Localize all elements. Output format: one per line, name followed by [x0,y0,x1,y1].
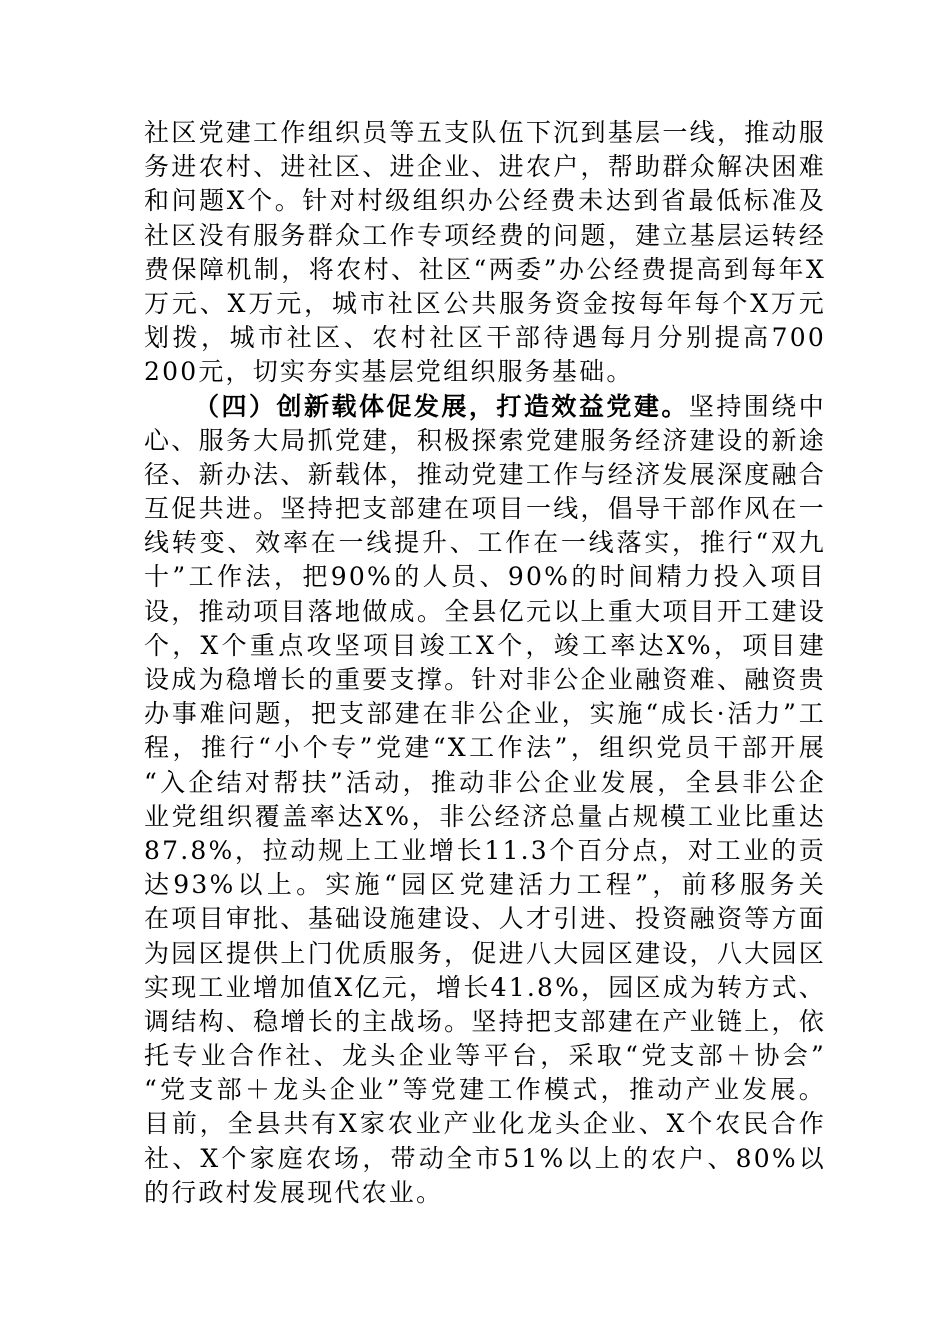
paragraph-line: 划拨，城市社区、农村社区干部待遇每月分别提高700 [144,323,826,353]
paragraph-text: 坚持围绕中 [688,391,826,421]
paragraph-line: “党支部＋龙头企业”等党建工作模式，推动产业发展。 [144,1075,826,1105]
document-body [144,116,826,1210]
paragraph-line: 设，推动项目落地做成。全县亿元以上重大项目开工建设 [144,596,826,626]
paragraph-line: 心、服务大局抓党建，积极探索党建服务经济建设的新途 [144,425,826,455]
paragraph-line: 费保障机制，将农村、社区“两委”办公经费提高到每年X [144,254,826,284]
paragraph-line: 达93%以上。实施“园区党建活力工程”，前移服务关 [144,870,826,900]
paragraph-line: 个，X个重点攻坚项目竣工X个，竣工率达X%，项目建 [144,630,826,660]
paragraph-line: 互促共进。坚持把支部建在项目一线，倡导干部作风在一 [144,494,826,524]
paragraph-line: 托专业合作社、龙头企业等平台，采取“党支部＋协会” [144,1041,826,1071]
paragraph-line: 径、新办法、新载体，推动党建工作与经济发展深度融合 [144,459,826,489]
paragraph-line: 业党组织覆盖率达X%，非公经济总量占规模工业比重达 [144,801,826,831]
paragraph-line: 社区没有服务群众工作专项经费的问题，建立基层运转经 [144,220,826,250]
paragraph-line: 程，推行“小个专”党建“X工作法”，组织党员干部开展 [144,733,826,763]
paragraph-line: “入企结对帮扶”活动，推动非公企业发展，全县非公企 [144,767,826,797]
paragraph-line: 调结构、稳增长的主战场。坚持把支部建在产业链上，依 [144,1006,826,1036]
paragraph-line: 为园区提供上门优质服务，促进八大园区建设，八大园区 [144,938,826,968]
section-heading: （四）创新载体促发展，打造效益党建。 [194,391,689,421]
paragraph-line: 办事难问题，把支部建在非公企业，实施“成长·活力”工 [144,699,826,729]
paragraph-line: 的行政村发展现代农业。 [144,1177,444,1207]
paragraph-line: 十”工作法，把90%的人员、90%的时间精力投入项目 [144,562,826,592]
paragraph-line: 和问题X个。针对村级组织办公经费未达到省最低标准及 [144,186,826,216]
paragraph-line: 87.8%，拉动规上工业增长11.3个百分点，对工业的贡 [144,835,826,865]
paragraph-line: 200元，切实夯实基层党组织服务基础。 [144,357,634,387]
paragraph-line: 目前，全县共有X家农业产业化龙头企业、X个农民合作 [144,1109,826,1139]
paragraph-line: 在项目审批、基础设施建设、人才引进、投资融资等方面 [144,904,826,934]
paragraph-line: 线转变、效率在一线提升、工作在一线落实，推行“双九 [144,528,826,558]
section-heading-line [144,390,826,424]
paragraph-line: 万元、X万元，城市社区公共服务资金按每年每个X万元 [144,288,826,318]
paragraph-line: 务进农村、进社区、进企业、进农户，帮助群众解决困难 [144,152,826,182]
paragraph-line: 社区党建工作组织员等五支队伍下沉到基层一线，推动服 [144,118,826,147]
paragraph-line: 设成为稳增长的重要支撑。针对非公企业融资难、融资贵 [144,665,826,694]
paragraph-line: 社、X个家庭农场，带动全市51%以上的农户、80%以 [144,1143,826,1173]
paragraph-line: 实现工业增加值X亿元，增长41.8%，园区成为转方式、 [144,972,826,1002]
